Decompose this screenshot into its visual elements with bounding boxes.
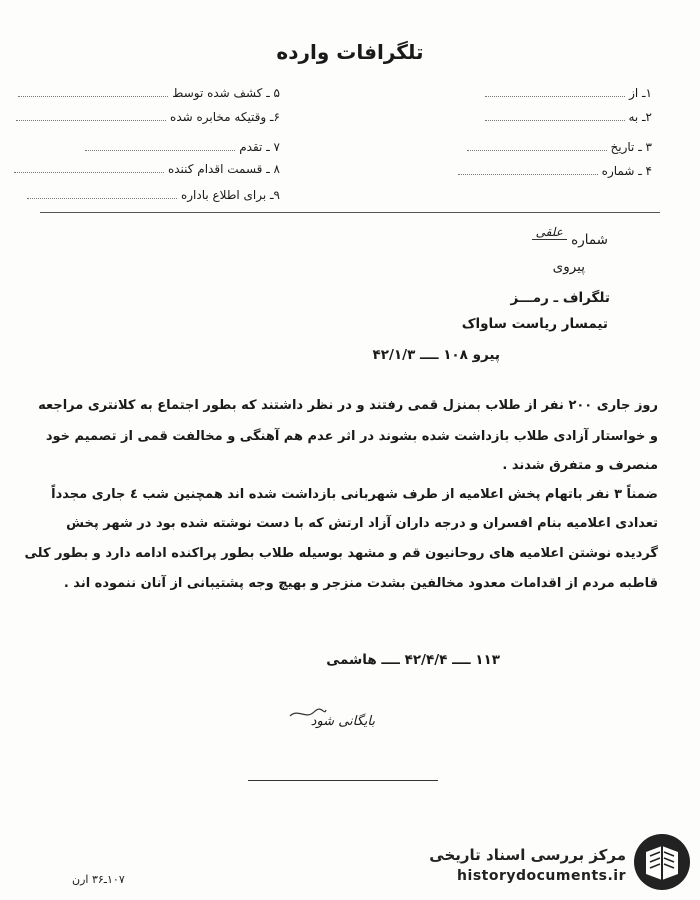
body-line: ضمناً ۳ نفر باتهام پخش اعلامیه از طرف شهربانی بازداشت شده اند همچنین شب ٤ جاری مجدداً (51, 487, 658, 502)
logo-name: مرکز بررسی اسناد تاریخی (429, 846, 626, 864)
field-number: ۴ ـ شماره (458, 164, 652, 178)
field-date: ۳ ـ تاریخ (467, 140, 652, 154)
body-line: گردیده نوشتن اعلامیه های روحانیون قم و مشهد بوسیله طلاب بطور پراکنده ادامه دارد و بطور کلی (24, 546, 658, 561)
field-from: ۱ـ از (485, 86, 652, 100)
memo-number-handwritten: علقی (532, 225, 567, 240)
book-emblem-icon (632, 832, 692, 892)
field-priority: ۷ ـ تقدم (85, 140, 280, 154)
page-title: تلگرافات وارده (276, 40, 424, 64)
memo-telegraph: تلگراف ـ رمـــز (510, 290, 610, 306)
body-line: تعدادی اعلامیه بنام افسران و درجه داران آزاد ارتش که با دست نوشته شده بود در شهر پخش (66, 516, 658, 531)
archive-stamp-number: ۱۰۷ـ۳۶ ارن (72, 873, 125, 886)
logo-url: historydocuments.ir (457, 868, 626, 884)
memo-pirovi: پیروی (552, 259, 585, 275)
memo-number: شماره علقی (532, 232, 608, 248)
body-line: و خواستار آزادی طلاب بازداشت شده بشوند در اثر عدم هم آهنگی و مخالفت قمی از تصمیم خود (45, 429, 658, 444)
field-for-info: ۹ـ برای اطلاع باداره (27, 188, 280, 202)
signature-scribble (288, 706, 328, 722)
watermark-logo (400, 828, 696, 894)
bottom-divider (248, 780, 438, 781)
body-line: منصرف و متفرق شدند . (502, 458, 658, 473)
body-line: قاطبه مردم از اقدامات معدود مخالفین بشدت منزجر و بهیچ وجه پشتیبانی از آنان ننموده اند . (63, 576, 658, 591)
field-transmitted-when: ۶ـ وقتیکه مخابره شده (16, 110, 280, 124)
header-divider (40, 212, 660, 213)
field-action-unit: ۸ ـ قسمت اقدام کننده (14, 162, 280, 176)
field-decoded-by: ۵ ـ کشف شده توسط (18, 86, 280, 100)
footer-sender-line: ۱۱۳ ــــ ۴۲/۴/۴ ــــ هاشمی (326, 652, 500, 668)
field-to: ۲ـ به (485, 110, 652, 124)
memo-reference: پیرو ۱۰۸ ــــ ۴۲/۱/۳ (372, 347, 500, 363)
handwritten-note: بایگانی شود (310, 714, 375, 729)
body-line: روز جاری ۲۰۰ نفر از طلاب بمنزل قمی رفتند و در نظر داشتند که بطور اجتماع به کلانتری مراجعه (38, 398, 658, 413)
memo-recipient: تیمسار ریاست ساواک (461, 316, 608, 332)
